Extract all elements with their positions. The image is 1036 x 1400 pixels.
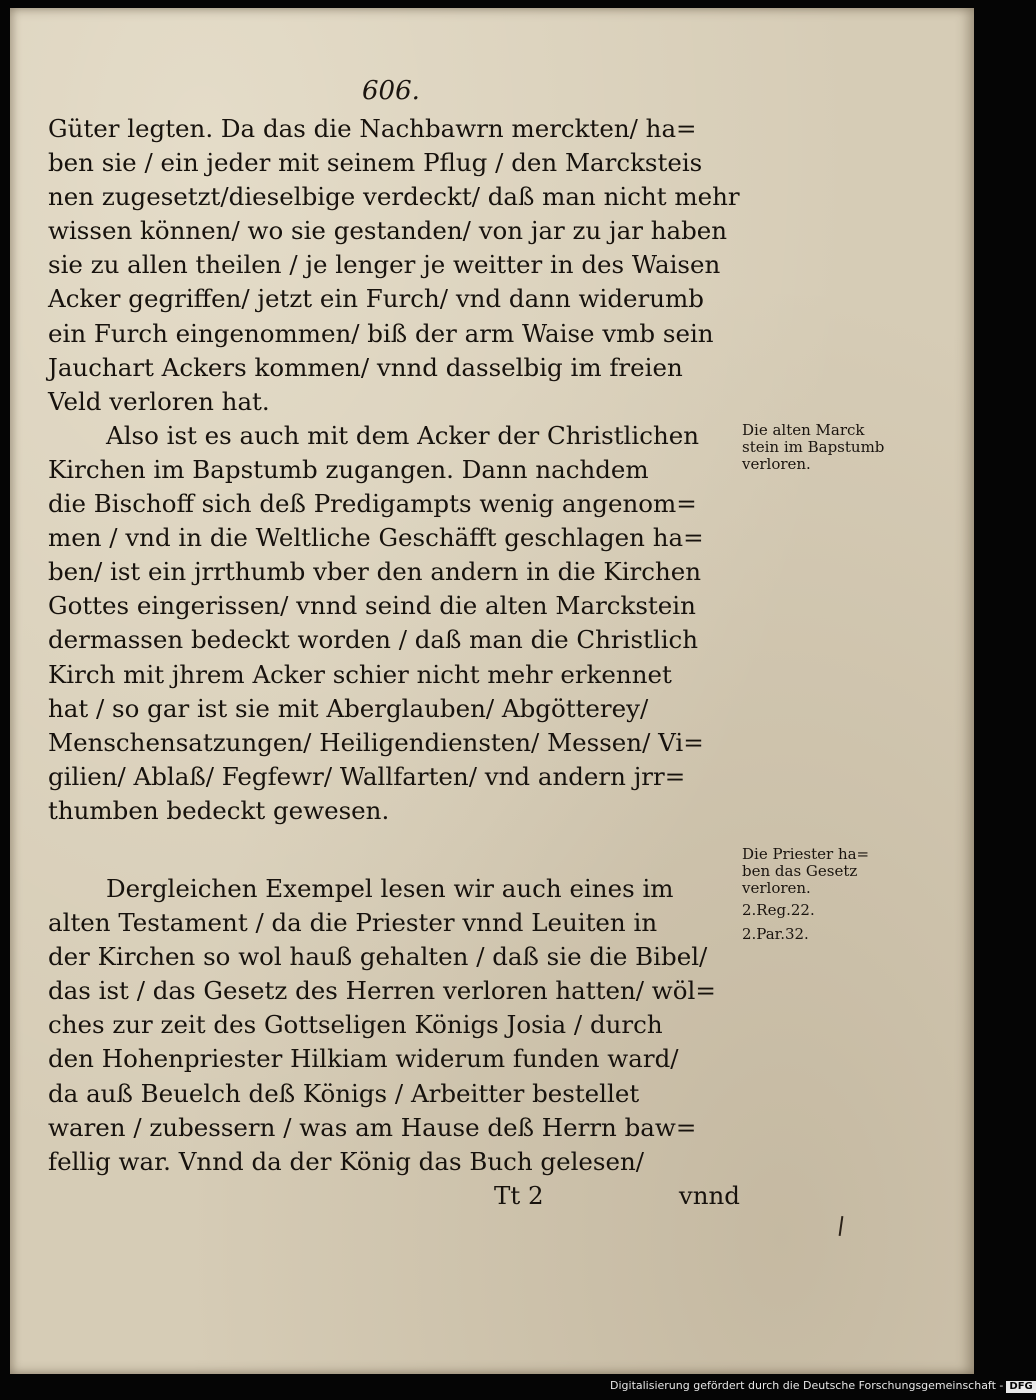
text-line: ben sie / ein jeder mit seinem Pflug / den Marcksteis bbox=[48, 148, 703, 178]
text-line: die Bischoff sich deß Predigampts wenig angenom= bbox=[48, 489, 697, 519]
marginal-note-line: Die alten Marck bbox=[742, 421, 865, 439]
text-line: men / vnd in die Weltliche Geschäfft geschlagen ha= bbox=[48, 523, 704, 553]
text-line: ein Furch eingenommen/ biß der arm Waise vmb sein bbox=[48, 318, 714, 348]
catchword: vnnd bbox=[678, 1180, 740, 1210]
text-line: Kirchen im Bapstumb zugangen. Dann nachdem bbox=[48, 454, 649, 484]
text-line: fellig war. Vnnd da der König das Buch gelesen/ bbox=[48, 1146, 645, 1176]
footer-credit bbox=[610, 1379, 1036, 1393]
marginal-note-line: ben das Gesetz bbox=[742, 862, 858, 880]
marginal-note-line: verloren. bbox=[742, 455, 811, 473]
text-line: sie zu allen theilen / je lenger je weitter in des Waisen bbox=[48, 250, 721, 280]
page-number: 606. bbox=[362, 76, 420, 106]
signature-line bbox=[48, 1179, 748, 1213]
text-line: hat / so gar ist sie mit Aberglauben/ Abgötterey/ bbox=[48, 693, 649, 723]
signature-mark: Tt 2 bbox=[494, 1180, 544, 1210]
text-line: dermassen bedeckt worden / daß man die Christlich bbox=[48, 625, 699, 655]
marginal-note-line: verloren. bbox=[742, 879, 811, 897]
text-line: das ist / das Gesetz des Herren verloren hatten/ wöl= bbox=[48, 976, 716, 1006]
text-line: Also ist es auch mit dem Acker der Christlichen bbox=[106, 420, 700, 450]
text-line: Jauchart Ackers kommen/ vnnd dasselbig im freien bbox=[48, 352, 683, 382]
text-line: alten Testament / da die Priester vnnd Leuiten in bbox=[48, 908, 658, 938]
text-line: Veld verloren hat. bbox=[48, 386, 270, 416]
text-line: wissen können/ wo sie gestanden/ von jar zu jar haben bbox=[48, 216, 728, 246]
text-line: ben/ ist ein jrrthumb vber den andern in die Kirchen bbox=[48, 557, 702, 587]
marginal-note-line: Die Priester ha= bbox=[742, 845, 870, 863]
text-line: Menschensatzungen/ Heiligendiensten/ Messen/ Vi= bbox=[48, 727, 704, 757]
text-line: der Kirchen so wol hauß gehalten / daß sie die Bibel/ bbox=[48, 942, 708, 972]
text-line: nen zugesetzt/dieselbige verdeckt/ daß man nicht mehr bbox=[48, 182, 740, 212]
marginal-note-line: stein im Bapstumb bbox=[742, 438, 885, 456]
ink-mark bbox=[839, 1216, 844, 1236]
dfg-logo: DFG bbox=[1006, 1381, 1035, 1393]
text-line: Dergleichen Exempel lesen wir auch eines im bbox=[106, 873, 674, 903]
text-line: gilien/ Ablaß/ Fegfewr/ Wallfarten/ vnd andern jrr= bbox=[48, 761, 686, 791]
text-line: Kirch mit jhrem Acker schier nicht mehr erkennet bbox=[48, 659, 672, 689]
marginal-reference: 2.Par.32. bbox=[742, 925, 809, 943]
footer-text: Digitalisierung gefördert durch die Deutsche Forschungsgemeinschaft - bbox=[610, 1379, 1004, 1392]
text-line: Güter legten. Da das die Nachbawrn merckten/ ha= bbox=[48, 114, 697, 143]
text-line: Acker gegriffen/ jetzt ein Furch/ vnd dann widerumb bbox=[48, 284, 704, 314]
text-line: ches zur zeit des Gottseligen Königs Josia / durch bbox=[48, 1010, 663, 1040]
text-line: thumben bedeckt gewesen. bbox=[48, 795, 390, 825]
text-line: Gottes eingerissen/ vnnd seind die alten Marckstein bbox=[48, 591, 696, 621]
marginal-note bbox=[742, 846, 917, 945]
marginal-reference: 2.Reg.22. bbox=[742, 901, 815, 919]
main-text-block bbox=[48, 112, 748, 1213]
text-line: da auß Beuelch deß Königs / Arbeitter bestellet bbox=[48, 1078, 640, 1108]
scanned-page bbox=[10, 8, 974, 1374]
marginal-note bbox=[742, 422, 917, 473]
text-line: waren / zubessern / was am Hause deß Herrn baw= bbox=[48, 1112, 697, 1142]
text-line: den Hohenpriester Hilkiam widerum funden ward/ bbox=[48, 1044, 679, 1074]
